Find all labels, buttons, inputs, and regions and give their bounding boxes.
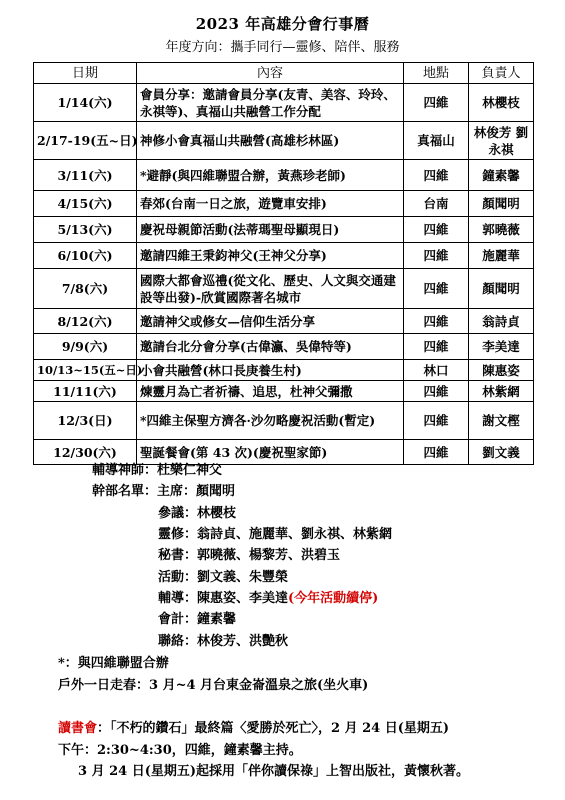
counsel-note: (今年活動續停) [288, 591, 379, 606]
col-header-place: 地點 [404, 63, 469, 84]
row-content: 聖誕餐會(第 43 次)(慶祝聖家節) [137, 440, 404, 465]
row-date: 12/30(六) [34, 440, 137, 465]
row-person: 劉文義 [469, 440, 534, 465]
star-note: *：與四維聯盟合辦 [58, 656, 169, 671]
row-content: 邀請台北分會分享(古偉瀛、吳偉特等) [137, 334, 404, 360]
table-row [34, 269, 534, 309]
row-date: 4/15(六) [34, 191, 137, 217]
table-row [34, 402, 534, 440]
cadre-line: 會計：鐘素馨 [158, 612, 237, 627]
row-person: 翁詩貞 [469, 309, 534, 334]
row-place: 台南 [404, 191, 469, 217]
row-date: 6/10(六) [34, 243, 137, 269]
cadre-line: 參議：林櫻枝 [158, 506, 237, 521]
row-content: *避靜(與四維聯盟合辦，黃燕珍老師) [137, 160, 404, 191]
row-date: 10/13~15(五~日) [34, 360, 137, 381]
row-person: 謝文樫 [469, 402, 534, 440]
row-date: 1/14(六) [34, 84, 137, 122]
row-content: 小會共融營(林口長庚養生村) [137, 360, 404, 381]
table-row [34, 360, 534, 381]
row-content: 會員分享：邀請會員分享(友青、美容、玲玲、永祺等)、真福山共融營工作分配 [137, 84, 404, 122]
row-date: 12/3(日) [34, 402, 137, 440]
row-person: 林紫網 [469, 381, 534, 402]
row-place: 四維 [404, 440, 469, 465]
page-title: 2023 年高雄分會行事曆 [195, 15, 370, 33]
row-place: 四維 [404, 269, 469, 309]
table-row [34, 243, 534, 269]
reading-line-1 [58, 717, 449, 736]
row-date: 7/8(六) [34, 269, 137, 309]
row-content: 邀請神父或修女—信仰生活分享 [137, 309, 404, 334]
row-place: 四維 [404, 84, 469, 122]
row-content: 神修小會真福山共融營(高雄杉林區) [137, 122, 404, 160]
row-content: 國際大都會巡禮(從文化、歷史、人文與交通建設等出發)-欣賞國際著名城市 [137, 269, 404, 309]
schedule-table [33, 62, 534, 465]
row-place: 林口 [404, 360, 469, 381]
row-person: 陳惠姿 [469, 360, 534, 381]
row-place: 四維 [404, 402, 469, 440]
row-date: 3/11(六) [34, 160, 137, 191]
table-row [34, 84, 534, 122]
table-row [34, 381, 534, 402]
table-row [34, 334, 534, 360]
col-header-date: 日期 [34, 63, 137, 84]
row-person: 顏聞明 [469, 191, 534, 217]
table-row [34, 122, 534, 160]
cadre-line: 靈修：翁詩貞、施麗華、劉永祺、林紫網 [158, 527, 393, 542]
reading-line-3: 3 月 24 日(星期五)起採用「伴你讀保祿」上智出版社，黃懷秋著。 [78, 764, 470, 779]
row-content: 煉靈月為亡者祈禱、追思，杜神父彌撒 [137, 381, 404, 402]
counsel-names: 輔導：陳惠姿、李美達 [158, 591, 289, 606]
advisor-line: 輔導神師：杜樂仁神父 [92, 463, 223, 478]
table-row [34, 160, 534, 191]
outing-note: 戶外一日走春：3 月~4 月台東金崙溫泉之旅(坐火車) [58, 678, 369, 693]
row-content: 春郊(台南一日之旅，遊覽車安排) [137, 191, 404, 217]
row-content: 慶祝母親節活動(法蒂瑪聖母顯現日) [137, 217, 404, 243]
row-person: 林櫻枝 [469, 84, 534, 122]
row-place: 四維 [404, 243, 469, 269]
row-date: 8/12(六) [34, 309, 137, 334]
col-header-person: 負責人 [469, 63, 534, 84]
row-person: 林俊芳 劉永祺 [469, 122, 534, 160]
reading-text-1: ：「不朽的鑽石」最終篇〈愛勝於死亡〉，2 月 24 日(星期五) [97, 721, 450, 736]
row-place: 四維 [404, 309, 469, 334]
page-subtitle: 年度方向：攜手同行—靈修、陪伴、服務 [165, 40, 400, 55]
cadre-line: 活動：劉文義、朱豐榮 [158, 570, 289, 585]
cadre-chair-line: 幹部名單：主席：顏聞明 [92, 484, 236, 499]
row-date: 2/17-19(五~日) [34, 122, 137, 160]
cadre-counsel-line [158, 587, 378, 606]
row-person: 郭曉薇 [469, 217, 534, 243]
reading-line-2: 下午：2:30~4:30，四維，鐘素馨主持。 [58, 743, 302, 758]
row-date: 5/13(六) [34, 217, 137, 243]
table-row [34, 309, 534, 334]
row-place: 四維 [404, 334, 469, 360]
cadre-line: 聯絡：林俊芳、洪艷秋 [158, 634, 289, 649]
row-person: 李美達 [469, 334, 534, 360]
table-row [34, 217, 534, 243]
table-row [34, 191, 534, 217]
row-place: 四維 [404, 381, 469, 402]
row-date: 11/11(六) [34, 381, 137, 402]
row-content: 邀請四維王秉鈞神父(王神父分享) [137, 243, 404, 269]
row-place: 四維 [404, 217, 469, 243]
row-person: 施麗華 [469, 243, 534, 269]
reading-label: 讀書會 [58, 721, 98, 736]
row-person: 鐘素馨 [469, 160, 534, 191]
col-header-content: 內容 [137, 63, 404, 84]
header-row [34, 63, 534, 84]
row-content: *四維主保聖方濟各·沙勿略慶祝活動(暫定) [137, 402, 404, 440]
row-person: 顏聞明 [469, 269, 534, 309]
row-place: 真福山 [404, 122, 469, 160]
row-date: 9/9(六) [34, 334, 137, 360]
cadre-line: 秘書：郭曉薇、楊黎芳、洪碧玉 [158, 548, 341, 563]
row-place: 四維 [404, 160, 469, 191]
